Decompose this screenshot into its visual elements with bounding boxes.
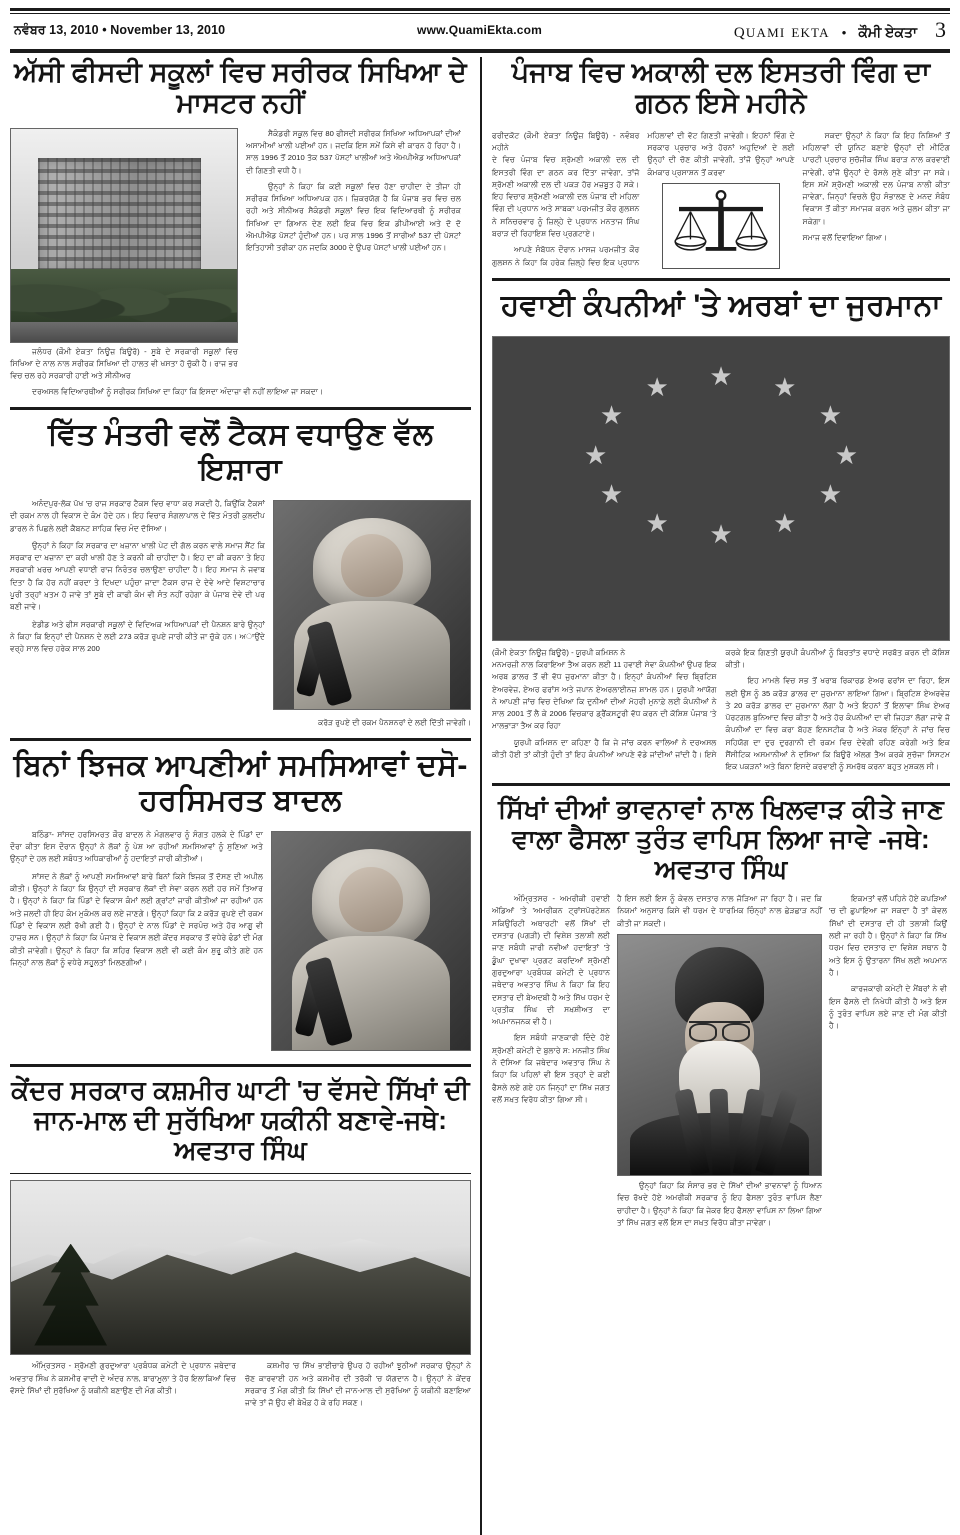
body-sikh-3: ਹੈ ਇਸ ਲਈ ਇਸ ਨੂੰ ਕੇਵਲ ਦਸਤਾਰ ਨਾਲ ਜੋੜਿਆ ਜਾ ਰਿਹਾ ਹੈ। ਜਦ ਕਿ ਨਿਯਮਾਂ ਅਨੁਸਾਰ ਕਿਸੇ ਵੀ ਧਰਮ ਦੇ ਧਾਰਮਿਕ ਚਿੰਨ੍ਹਾਂ ਨਾਲ ਛੇੜਛਾੜ ਨਹੀਂ ਕੀਤੀ ਜਾ ਸਕਦੀ। (617, 894, 822, 928)
body-harsimrat-2: ਸਾਂਸਦ ਨੇ ਲੋਕਾਂ ਨੂੰ ਆਪਣੀ ਸਮਸਿਆਵਾਂ ਬਾਰੇ ਬਿਨਾਂ ਕਿਸੇ ਝਿਜਕ ਤੋਂ ਦੱਸਣ ਦੀ ਅਪੀਲ ਕੀਤੀ। ਉਨ੍ਹਾਂ ਨੇ ਕਿਹਾ ਕਿ ਉਨ੍ਹਾਂ ਦੀ ਸਰਕਾਰ ਲੋਕਾਂ ਦੀ ਸੇਵਾ ਕਰਨ ਲਈ ਹਰ ਸਮੇਂ ਤਿਆਰ ਹੈ। ਉਨ੍ਹਾਂ ਨੇ ਕਿਹਾ ਕਿ ਪਿੰਡਾਂ ਦੇ ਵਿਕਾਸ ਕੰਮਾਂ ਲਈ ਗ੍ਰਾਂਟਾਂ ਜਾਰੀ ਕੀਤੀਆਂ ਜਾ ਰਹੀਆਂ ਹਨ ਅਤੇ ਜਲਦੀ ਹੀ ਇਹ ਕੰਮ ਮੁਕੰਮਲ ਕਰ ਲਏ ਜਾਣਗੇ। ਉਨ੍ਹਾਂ ਕਿਹਾ ਕਿ 2 ਕਰੋੜ ਰੁਪਏ ਦੀ ਰਕਮ ਪਿੰਡਾਂ ਦੇ ਵਿਕਾਸ ਲਈ ਰੱਖੀ ਗਈ ਹੈ। ਉਨ੍ਹਾਂ ਦੇ ਨਾਲ ਪਿੰਡਾਂ ਦੇ ਸਰਪੰਚ ਅਤੇ ਹੋਰ ਆਗੂ ਵੀ ਹਾਜ਼ਰ ਸਨ। ਉਨ੍ਹਾਂ ਨੇ ਕਿਹਾ ਕਿ ਪੰਜਾਬ ਦੇ ਵਿਕਾਸ ਲਈ ਕੇਂਦਰ ਸਰਕਾਰ ਤੋਂ ਵਧੇਰੇ ਫੰਡਾਂ ਦੀ ਮੰਗ ਕੀਤੀ ਜਾਵੇਗੀ। ਉਨ੍ਹਾਂ ਨੇ ਕਿਹਾ ਕਿ ਸ਼ਹਿਰ ਵਿਕਾਸ ਲਈ ਵੀ ਕਈ ਕੰਮ ਸ਼ੁਰੂ ਕੀਤੇ ਗਏ ਹਨ ਜਿਨ੍ਹਾਂ ਨਾਲ ਲੋਕਾਂ ਨੂੰ ਵਧੇਰੇ ਸਹੂਲਤਾਂ ਮਿਲਣਗੀਆਂ। (10, 871, 263, 967)
article-phys-edu (10, 57, 471, 398)
article-sikh-feelings (492, 794, 950, 1230)
article-akali-wing (492, 57, 950, 269)
headline-sikh-feelings: ਸਿੱਖਾਂ ਦੀਆਂ ਭਾਵਨਾਵਾਂ ਨਾਲ ਖਿਲਵਾੜ ਕੀਤੇ ਜਾਣ ਵਾਲਾ ਫੈਸਲਾ ਤੁਰੰਤ ਵਾਪਿਸ ਲਿਆ ਜਾਵੇ -ਜਥੇ: ਅਵਤਾਰ ਸਿੰਘ (498, 793, 944, 884)
flag-star: ★ (834, 439, 859, 470)
body-sikh-4: ਇਕਮਤਾਂ ਵਲੋਂ ਪਹਿਨੇ ਹੋਏ ਕਪੜਿਆਂ 'ਚ ਦੀ ਛੁਪਾਇਆ ਜਾ ਸਕਦਾ ਹੈ ਤਾਂ ਕੇਵਲ ਸਿੱਖਾਂ ਦੀ ਦਸਤਾਰ ਦੀ ਹੀ ਤਲਾਸ਼ੀ ਕਿਉਂ ਲਈ ਜਾ ਰਹੀ ਹੈ। ਉਨ੍ਹਾਂ ਨੇ ਕਿਹਾ ਕਿ ਸਿੱਖ ਧਰਮ ਵਿਚ ਦਸਤਾਰ ਦਾ ਵਿਸ਼ੇਸ਼ ਸਥਾਨ ਹੈ ਅਤੇ ਇਸ ਨੂੰ ਉਤਾਰਨਾ ਸਿੱਖ ਲਈ ਅਪਮਾਨ ਹੈ। (829, 894, 947, 977)
headline-akali-wing: ਪੰਜਾਬ ਵਿਚ ਅਕਾਲੀ ਦਲ ਇਸਤਰੀ ਵਿੰਗ ਦਾ ਗਠਨ ਇਸੇ ਮਹੀਨੇ (511, 57, 931, 119)
flag-star: ★ (818, 479, 843, 510)
flag-star: ★ (773, 508, 797, 539)
headline-finance-tax: ਵਿੱਤ ਮੰਤਰੀ ਵਲੋਂ ਟੈਕਸ ਵਧਾਉਣ ਵੱਲ ਇਸ਼ਾਰਾ (47, 418, 434, 487)
body-airline-2: ਯੂਰਪੀ ਕਮਿਸ਼ਨ ਦਾ ਕਹਿਣਾ ਹੈ ਕਿ ਜੇ ਜਾਂਚ ਕਰਨ ਵਾਲਿਆਂ ਨੇ ਦਰਅਸਲ ਕੀਤੀ ਹੋਈ ਤਾਂ ਕੀਤੀ ਹੁੰਦੀ ਤਾਂ ਇਹ ਕੰਪਨੀਆਂ ਆਪਣੇ ਵੱਡੇ ਜਾਂਦੀਆਂ ਜਾਂਦੀ ਹੈ। ਇਸੇ ਕਰਕੇ ਇਕ ਗਿਣਤੀ ਯੂਰਪੀ ਕੰਪਨੀਆਂ ਨੂੰ ਬਿਰਤਾਂਤ ਵਧਾਦੇ ਸਰਬੱਤ ਕਰਨ ਦੀ ਕੋਸ਼ਿਸ਼ ਕੀਤੀ। (492, 647, 950, 760)
flag-star: ★ (709, 518, 733, 549)
dateline-akali-wing: ਫਰੀਦਕੋਟ (ਕੌਮੀ ਏਕਤਾ ਨਿਊਜ਼ ਬਿਊਰੋ) - ਨਵੰਬਰ ਮਹੀਨੇ (492, 130, 640, 152)
harsimrat-badal-photo (271, 831, 471, 1051)
section-divider-1 (10, 407, 471, 410)
body-akali-1: ਦੇ ਵਿਚ ਪੰਜਾਬ ਵਿਚ ਸ਼੍ਰੋਮਣੀ ਅਕਾਲੀ ਦਲ ਦੀ ਇਸਤਰੀ ਵਿੰਗ ਦਾ ਗਠਨ ਕਰ ਦਿੱਤਾ ਜਾਵੇਗਾ, ਤਾਂਜੋ ਸ਼੍ਰੋਮਣੀ ਅਕਾਲੀ ਦਲ ਦੀ ਪਕੜ ਹੋਰ ਮਜ਼ਬੂਤ ਹੋ ਸਕੇ। ਇਹ ਵਿਚਾਰ ਸ਼੍ਰੋਮਣੀ ਅਕਾਲੀ ਦਲ ਪੰਜਾਬ ਦੀ ਮਹਿਲਾ ਵਿੰਗ ਦੀ ਪ੍ਰਧਾਨ ਅਤੇ ਸਾਬਕਾ ਪਰਮਜੀਤ ਕੌਰ ਗੁਲਸ਼ਨ ਨੇ ਸਨਿਚਰਵਾਰ ਨੂੰ ਜ਼ਿਲ੍ਹੇ ਦੇ ਪ੍ਰਧਾਨ ਮਨਤਾਜ ਸਿੰਘ ਬਰਾੜ ਦੀ ਰਿਹਾਇਸ਼ ਵਿਚ ਪ੍ਰਗਟਾਏ। (492, 155, 640, 238)
flag-star: ★ (599, 400, 624, 431)
body-harsimrat-1: ਬਠਿੰਡਾ- ਸਾਂਸਦ ਹਰਸਿਮਰਤ ਕੌਰ ਬਾਦਲ ਨੇ ਮੰਗਲਵਾਰ ਨੂੰ ਸੰਗਤ ਹਲਕੇ ਦੇ ਪਿੰਡਾਂ ਦਾ ਦੌਰਾ ਕੀਤਾ ਇਸ ਦੌਰਾਨ ਉਨ੍ਹਾਂ ਨੇ ਲੋਕਾਂ ਨੂੰ ਪੇਸ਼ ਆ ਰਹੀਆਂ ਸਮਸਿਆਵਾਂ ਨੂੰ ਸੁਣਿਆ ਅਤੇ ਉਨ੍ਹਾਂ ਦੇ ਹਲ ਲਈ ਸਬੰਧਤ ਅਧਿਕਾਰੀਆਂ ਨੂੰ ਹਦਾਇਤਾਂ ਜਾਰੀ ਕੀਤੀਆਂ। (10, 829, 263, 864)
headline-phys-edu: ਅੱਸੀ ਫੀਸਦੀ ਸਕੂਲਾਂ ਵਿਚ ਸਰੀਰਕ ਸਿਖਿਆ ਦੇ ਮਾਸਟਰ ਨਹੀਂ (14, 57, 467, 119)
article-kashmir-sikhs (10, 1075, 471, 1410)
headline-airline-fine: ਹਵਾਈ ਕੰਪਨੀਆਂ 'ਤੇ ਅਰਬਾਂ ਦਾ ਜੁਰਮਾਨਾ (500, 288, 942, 322)
body-airline-3: ਇਹ ਮਾਮਲੇ ਵਿਚ ਸਭ ਤੋਂ ਖਰਾਬ ਰਿਕਾਰਡ ਏਅਰ ਫਰਾਂਸ ਦਾ ਰਿਹਾ, ਇਸ ਲਈ ਉਸ ਨੂੰ 35 ਕਰੋੜ ਡਾਲਰ ਦਾ ਜੁਰਮਾਨਾ ਲਾਇਆ ਗਿਆ। ਬ੍ਰਿਟਿਸ਼ ਏਅਰਵੇਜ਼ ਤੇ 20 ਕਰੋੜ ਡਾਲਰ ਦਾ ਜੁਰਮਾਨਾ ਲੱਗਾ ਹੈ ਅਤੇ ਇਹਨਾਂ ਤੋਂ ਇਲਾਵਾ ਸਿੰਘ ਏਅਰ ਪੋਰਟਗਲ ਬੁਨਿਆਦ ਵਿਚ ਕੀਤਾ ਹੈ ਅਤੇ ਹੋਰ ਕੰਪਨੀਆਂ ਦਾ ਵੀ ਜਿਹੜਾ ਲੱਗਾ ਜਾਵੇ ਜੋ ਕੰਪਨੀਆਂ ਦਾ ਵਿਚ ਕਰਾ ਬੋਹਣ ਇਨਸਟੀਕ ਹੈ ਅਤੇ ਮੋਕਰ ਇੰਨ੍ਹਾਂ ਨੇ ਜਾਂਚ ਵਿਚ ਸਹਿਯੋਗ ਦਾ ਦੁਰ ਦੁਰਗਾਨੀ ਦੀ ਰਕਮ ਵਿਚ ਦੇਵੇਗੀ ਰਹਿਣ ਕਰੇਗੀ ਅਤੇ ਇਕ ਸੈਂਸੀਟਿਕ ਅਸਮਾਨੀਆਂ ਨੇ ਦਸਿਆ ਕਿ ਬਿਊਰੋ ਅੱਲਗ ਤੈਅ ਕਰਕੇ ਸੁਚੱਜਾ ਸਿਸਟਮ ਇਕ ਪਕੜਨਾਂ ਅਤੇ ਬਿਨਾ ਇਸਦੇ ਕਰਵਾਈ ਨੂੰ ਸਮਰੱਥ ਕਰਨਾ ਬਹੁਤ ਮੁਸ਼ਕਲ ਸੀ। (725, 676, 950, 772)
caption-phys-edu: ਜਲੰਧਰ (ਕੌਮੀ ਏਕਤਾ ਨਿਊਜ਼ ਬਿਊਰੋ) - ਸੂਬੇ ਦੇ ਸਰਕਾਰੀ ਸਕੂਲਾਂ ਵਿਚ ਸਿਖਿਆ ਦੇ ਨਾਲ ਨਾਲ ਸਰੀਰਕ ਸਿਖਿਆ ਦੀ ਹਾਲਤ ਵੀ ਖਸਤਾ ਹੋ ਚੁੱਕੀ ਹੈ। ਰਾਜ ਭਰ ਵਿਚ ਚਲ ਰਹੇ ਸਰਕਾਰੀ ਹਾਈ ਅਤੇ ਸੀਨੀਅਰ (10, 346, 238, 380)
body-airline-1: ਮਨਮਰਜ਼ੀ ਨਾਲ ਕਿਰਾਇਆ ਤੈਅ ਕਰਨ ਲਈ 11 ਹਵਾਈ ਸੇਵਾ ਕੰਪਨੀਆਂ ਉਪਰ ਇਕ ਅਰਬ ਡਾਲਰ ਤੋਂ ਵੀ ਵੱਧ ਜੁਰਮਾਨਾ ਕੀਤਾ ਹੈ। ਇਨ੍ਹਾਂ ਕੰਪਨੀਆਂ ਵਿਚ ਬ੍ਰਿਟਿਸ਼ ਏਅਰਵੇਜ਼, ਏਅਰ ਫਰਾਂਸ ਅਤੇ ਜਪਾਨ ਏਅਰਲਾਈਨਜ਼ ਸ਼ਾਮਲ ਹਨ। ਯੂਰਪੀ ਆਯੋਗ ਨੇ ਆਪਣੀ ਜਾਂਚ ਵਿਚ ਦੇਖਿਆ ਕਿ ਦੁਨੀਆਂ ਦੀਆਂ ਮੋਹਰੀ ਮੁਨਾਫ਼ੇ ਲਈ ਕੰਪਨੀਆਂ ਨੇ ਸਾਲ 2001 ਤੋਂ ਲੈ ਕੇ 2006 ਵਿਚਕਾਰ ਡ੍ਰੈਂਕਸਟੂਰੀ ਵੱਧ ਕਰਨ ਦੀ ਕੋਸ਼ਿਸ਼ ਪੰਜਾਬ 'ਤੇ ਮਾਲਭਾੜਾ ਤੈਅ ਕਰ ਰਿਹਾ (492, 659, 717, 731)
section-divider-5 (492, 783, 950, 786)
body-akali-3: ਸਕਦਾ ਉਨ੍ਹਾਂ ਨੇ ਕਿਹਾ ਕਿ ਇਹ ਨਿਸ਼ਿਆਂ ਤੋਂ ਮਹਿਲਾਵਾਂ ਦੀ ਯੂਨਿਟ ਬਣਾਏ ਉਨ੍ਹਾਂ ਦੀ ਮੀਟਿੰਗ ਪਾਰਟੀ ਪ੍ਰਚਾਰ ਸੁਚੱਜੀਕ ਸਿੰਘ ਬਰਾੜ ਨਾਲ ਕਰਵਾਈ ਜਾਵੇਗੀ, ਰਾਂਜੋ ਉਨ੍ਹਾਂ ਦੇ ਰੋਸਲੇ ਸੁਣੇ ਕੀਤਾ ਜਾ ਸਕੇ। ਇਸ ਸਮੇਂ ਸ਼੍ਰੋਮਣੀ ਅਕਾਲੀ ਦਲ ਪੰਜਾਬ ਨਾਲੀ ਕੀਤਾ ਜਾਵੇਗਾ, ਜਿਨ੍ਹਾਂ ਵਿਚਲੇ ਉਹ ਸੰਭਾਲਣ ਦੇ ਮਨਦ ਸੰਬੰਧ ਵਿਕਾਸ ਤੋਂ ਕੀਤਾ ਸਮਾਜਕ ਕਰਨ ਅਤੇ ਜ਼ੁਲਮ ਕੀਤਾ ਜਾ ਸਕੇਗਾ। (802, 130, 950, 226)
body-sikh-2: ਇਸ ਸਬੰਧੀ ਜਾਣਕਾਰੀ ਦਿੰਦੇ ਹੋਏ ਸ਼੍ਰੋਮਣੀ ਕਮੇਟੀ ਦੇ ਬੁਲਾਰੇ ਸ: ਮਨਜੀਤ ਸਿੰਘ ਨੇ ਦੱਸਿਆ ਕਿ ਜਥੇਦਾਰ ਅਵਤਾਰ ਸਿੰਘ ਨੇ ਕਿਹਾ ਕਿ ਪਹਿਲਾਂ ਵੀ ਇਸ ਤਰ੍ਹਾਂ ਦੇ ਕਈ ਫੈਸਲੇ ਲਏ ਗਏ ਹਨ ਜਿਨ੍ਹਾਂ ਦਾ ਸਿੱਖ ਜਗਤ ਵਲੋਂ ਸਖ਼ਤ ਵਿਰੋਧ ਕੀਤਾ ਗਿਆ ਸੀ। (492, 1033, 610, 1104)
section-divider-3 (10, 1064, 471, 1067)
flag-star: ★ (645, 371, 669, 402)
brand-name-english: quami ekta (733, 17, 830, 42)
body-phys-edu-2: ਉਨ੍ਹਾਂ ਨੇ ਕਿਹਾ ਕਿ ਕਈ ਸਕੂਲਾਂ ਵਿਚ ਹੋਣਾ ਚਾਹੀਦਾ ਦੇ ਤੀਜਾ ਹੀ ਸਰੀਰਕ ਸਿਖਿਆ ਅਧਿਆਪਕ ਹਨ। ਜ਼ਿਕਰਯੋਗ ਹੈ ਕਿ ਪੰਜਾਬ ਭਰ ਵਿਚ ਚਲ ਰਹੀ ਅਤੇ ਸੀਨੀਅਰ ਸੈਕੰਡਰੀ ਸਕੂਲਾਂ ਵਿਚ ਇਕ ਵਿਦਿਆਰਥੀ ਨੂੰ ਸਰੀਰਕ ਸਿਖਿਆ ਦਾ ਗਿਆਨ ਦੇਣ ਲਈ ਇਕ ਵਿਚ ਇਕ ਡੀਪੀਆਈ ਅਤੇ ਦੋ ਦੋ ਐਮਪੀਐਡ ਪੋਸਟਾਂ ਹੁੰਦੀਆਂ ਹਨ। ਪਰ ਸਾਲ 1996 ਤੋਂ ਸਾਰੀਆਂ 537 ਦੀ ਪੋਸਟਾਂ ਇਤਿਹਾਸੀ ਤਰੀਕਾ ਹਨ ਜਦਕਿ 3000 ਦੇ ਉਪਰ ਪੋਸਟਾਂ ਖਾਲੀ ਪਈਆਂ ਹਨ। (246, 181, 461, 253)
school-building-photo (10, 128, 238, 343)
masthead-rule-bottom (10, 50, 950, 53)
masthead (10, 0, 950, 53)
left-column (10, 57, 480, 1535)
body-sikh-1: ਅੰਮ੍ਰਿਤਸਰ - ਅਮਰੀਕੀ ਹਵਾਈ ਅੱਡਿਆਂ 'ਤੇ 'ਅਮਰੀਕਨ ਟ੍ਰਾਂਸਪੋਰਟੇਸ਼ਨ ਸਕਿਉਰਿਟੀ ਅਥਾਰਟੀ' ਵਲੋਂ ਸਿੱਖਾਂ ਦੀ ਦਸਤਾਰ (ਪਗੜੀ) ਦੀ ਵਿਸ਼ੇਸ਼ ਤਲਾਸ਼ੀ ਲਈ ਜਾਣ ਸਬੰਧੀ ਜਾਰੀ ਨਵੀਆਂ ਹਦਾਇਤਾਂ 'ਤੇ ਡੂੰਘਾ ਦੁਖਾਵਾ ਪ੍ਰਗਟ ਕਰਦਿਆਂ ਸ਼੍ਰੋਮਣੀ ਗੁਰਦੁਆਰਾ ਪ੍ਰਬੰਧਕ ਕਮੇਟੀ ਦੇ ਪ੍ਰਧਾਨ ਜਥੇਦਾਰ ਅਵਤਾਰ ਸਿੰਘ ਨੇ ਕਿਹਾ ਕਿ ਇਹ ਦਸਤਾਰ ਦੀ ਬੇਅਦਬੀ ਹੈ ਅਤੇ ਸਿੱਖ ਧਰਮ ਦੇ ਪ੍ਰਤੀਕ ਸਿੰਘ ਦੀ ਸਖ਼ਸ਼ੀਅਤ ਦਾ ਅਪਮਾਨਜਨਕ ਵੀ ਹੈ। (492, 894, 610, 1027)
kashmir-rule (10, 1173, 471, 1174)
body-phys-edu-3: ਦਰਅਸਲ ਵਿਦਿਆਰਥੀਆਂ ਨੂੰ ਸਰੀਰਕ ਸਿਖਿਆ ਦਾ ਕਿਹਾ ਕਿ ਇਸਦਾ ਅੰਦਾਜ਼ਾ ਵੀ ਨਹੀਂ ਲਾਇਆ ਜਾ ਸਕਦਾ। (32, 387, 324, 397)
article-airline-fine (492, 289, 950, 774)
body-sikh-5: ਉਨ੍ਹਾਂ ਕਿਹਾ ਕਿ ਸੰਸਾਰ ਭਰ ਦੇ ਸਿੱਖਾਂ ਦੀਆਂ ਭਾਵਨਾਵਾਂ ਨੂੰ ਧਿਆਨ ਵਿਚ ਰੱਖਦੇ ਹੋਏ ਅਮਰੀਕੀ ਸਰਕਾਰ ਨੂੰ ਇਹ ਫੈਸਲਾ ਤੁਰੰਤ ਵਾਪਿਸ ਲੈਣਾ ਚਾਹੀਦਾ ਹੈ। ਉਨ੍ਹਾਂ ਨੇ ਕਿਹਾ ਕਿ ਜੇਕਰ ਇਹ ਫੈਸਲਾ ਵਾਪਿਸ ਨਾ ਲਿਆ ਗਿਆ ਤਾਂ ਸਿੱਖ ਜਗਤ ਵਲੋਂ ਇਸ ਦਾ ਸਖ਼ਤ ਵਿਰੋਧ ਕੀਤਾ ਜਾਵੇਗਾ। (617, 1181, 822, 1227)
article-finance-tax (10, 418, 471, 729)
section-divider-4 (492, 278, 950, 281)
page-columns (10, 57, 950, 1535)
flag-star: ★ (583, 439, 608, 470)
woman-speaking-at-mic-photo (273, 500, 471, 710)
body-finance-3: ਏਡੀਡ ਅਤੇ ਫੀਸ ਸਰਕਾਰੀ ਸਕੂਲਾਂ ਦੇ ਵਿਦਿਅਕ ਅਧਿਆਪਕਾਂ ਦੀ ਪੈਨਸ਼ਨ ਬਾਰੇ ਉਨ੍ਹਾਂ ਨੇ ਕਿਹਾ ਕਿ ਇਨ੍ਹਾਂ ਦੀ ਪੈਨਸ਼ਨ ਦੇ ਲਈ 273 ਕਰੋੜ ਰੁਪਏ ਜਾਰੀ ਕੀਤੇ ਜਾ ਚੁੱਕੇ ਹਨ। ਅਾਉਂਦੇ ਵਰ੍ਹੇ ਸਾਲ ਵਿਚ ਹਰੇਕ ਸਾਲ 200 (10, 619, 265, 654)
brand-name-punjabi: ਕੌਮੀ ਏਕਤਾ (858, 24, 917, 40)
avtar-singh-press-conference-photo (617, 934, 822, 1176)
balance-scales-illustration (662, 183, 780, 269)
flag-star: ★ (818, 400, 843, 431)
headline-harsimrat: ਬਿਨਾਂ ਝਿਜਕ ਆਪਣੀਆਂ ਸਮਸਿਆਵਾਂ ਦਸੋ-ਹਰਸਿਮਰਤ ਬਾਦਲ (13, 749, 468, 818)
body-akali-2: ਆਪਣੇ ਸੰਬੋਧਨ ਦੌਰਾਨ ਮਾਸਜ ਪਰਮਜੀਤ ਕੌਰ ਗੁਲਸ਼ਨ ਨੇ ਕਿਹਾ ਕਿ ਹਰੇਕ ਜ਼ਿਲ੍ਹੇ ਵਿਚ ਇਕ ਪ੍ਰਧਾਨ ਮਹਿਲਾਵਾਂ ਦੀ ਵੋਟ ਗਿਣਤੀ ਜਾਵੇਗੀ। ਇਹਨਾਂ ਵਿੰਗ ਦੇ ਸਰਕਾਰ ਪ੍ਰਚਾਰ ਅਤੇ ਹੋਰਨਾਂ ਅਹੁਦਿਆਂ ਦੇ ਲਈ ਉਨ੍ਹਾਂ ਦੀ ਚੋਣ ਕੀਤੀ ਜਾਵੇਗੀ, ਤਾਂਜੋ ਉਨ੍ਹਾਂ ਆਪਣੇ ਕੰਮਕਾਰ ਪ੍ਰਸਾਸ਼ਨ ਤੋਂ ਕਰਵਾ (492, 130, 795, 267)
flag-star: ★ (599, 479, 624, 510)
dateline-airline: (ਕੌਮੀ ਏਕਤਾ ਨਿਊਜ਼ ਬਿਊਰੋ) - ਯੂਰਪੀ ਕਮਿਸ਼ਨ ਨੇ (492, 647, 626, 657)
masthead-rule-top (10, 8, 950, 11)
body-finance-2: ਉਨ੍ਹਾਂ ਨੇ ਕਿਹਾ ਕਿ ਸਰਕਾਰ ਦਾ ਖ਼ਜ਼ਾਨਾ ਖਾਲੀ ਪੇਟ ਦੀ ਗੱਲ ਕਰਨ ਵਾਲੇ ਸਮਾਜ ਸੈਂਟ ਕਿ ਸਰਕਾਰ ਦਾ ਖ਼ਜ਼ਾਨਾ ਦਾ ਕਰੀ ਖਾਲੀ ਹੋਣ ਤੇ ਕਰਨੀ ਕੀ ਚਾਹੀਦਾ ਹੈ। ਇਹ ਦਾ ਕੀ ਕਰਨਾ ਤੇ ਇਹ ਸਰਕਾਰੀ ਖ਼ਰਚ ਆਪਣੀ ਵਧਾਈ ਰਾਜ ਨਿਰੰਤਰ ਚਲਾਉਣਾ ਚਾਹੀਦਾ ਹੈ। ਇਹ ਸਮਾਜ ਨੇ ਜਵਾਬ ਦਿਤਾ ਹੈ ਕਿ ਹੋਰ ਨਹੀਂ ਕਰਦਾ ਤੇ ਦਿਖਦਾ ਪਹੁੰਚਾ ਜਾਦਾ ਟੈਕਸ ਰਾਜ ਦੇ ਦੇਵੇ ਆਦੇ ਵਿਸ਼ਟਾਚਾਰ ਪੂਰੀ ਤਰ੍ਹਾਂ ਖ਼ਤਮ ਹੋ ਜਾਵੇ ਤਾਂ ਸੂਬੇ ਦੀ ਕਾਫੀ ਕੰਮ ਵੀ ਸੰਤ ਨਹੀਂ ਰਹੇਗਾ ਕੇ ਪੰਜਾਬ ਦੇਵੇ ਦੀ ਪਰ ਬਣੀ ਜਾਵੇ। (10, 540, 265, 612)
flag-star: ★ (645, 508, 669, 539)
body-akali-4: ਸਮਾਜ ਵਲੋਂ ਦਿਵਾਇਆ ਗਿਆ। (802, 233, 888, 242)
body-phys-edu-1: ਸੈਕੰਡਰੀ ਸਕੂਲ ਵਿਚ 80 ਫੀਸਦੀ ਸਰੀਰਕ ਸਿਖਿਆ ਅਧਿਆਪਕਾਂ ਦੀਆਂ ਅਸਾਮੀਆਂ ਖਾਲੀ ਪਈਆਂ ਹਨ। ਜਦਕਿ ਇਸ ਸਮੇਂ ਕਿਸੇ ਵੀ ਕਾਰਨ ਹੋ ਰਿਹਾ ਹੈ। ਸਾਲ 1996 ਤੋਂ 2010 ਤੱਕ 537 ਪੋਸਟਾਂ ਖਾਲੀਆਂ ਅਤੇ ਐਮਪੀਐਡ ਅਧਿਆਪਕਾਂ ਦੀ ਗਿਣਤੀ ਵਧੀ ਹੈ। (246, 128, 461, 175)
right-column (480, 57, 950, 1535)
kashmir-valley-mountains-photo (10, 1180, 471, 1355)
article-harsimrat (10, 749, 471, 1055)
body-kashmir-1: ਅੰਮ੍ਰਿਤਸਰ - ਸ਼੍ਰੋਮਣੀ ਗੁਰਦੁਆਰਾ ਪ੍ਰਬੰਧਕ ਕਮੇਟੀ ਦੇ ਪ੍ਰਧਾਨ ਜਥੇਦਾਰ ਅਵਤਾਰ ਸਿੰਘ ਨੇ ਕਸ਼ਮੀਰ ਵਾਦੀ ਦੇ ਅੰਦਰ ਨਾਲ, ਬਾਰਾਮੂਲਾ ਤੇ ਹੋਰ ਇਲਾਕਿਆਂ ਵਿਚ ਵੱਸਦੇ ਸਿੱਖਾਂ ਦੀ ਸੁਰੱਖਿਆ ਨੂੰ ਯਕੀਨੀ ਬਣਾਉਣ ਦੀ ਮੰਗ ਕੀਤੀ। (10, 1361, 236, 1395)
body-finance-1: ਅਨੰਦਪੁਰ-ਲੋਕ ਪੱਖ 'ਚ ਰਾਜ ਸਰਕਾਰ ਟੈਕਸ ਵਿਚ ਵਾਧਾ ਕਰ ਸਕਦੀ ਹੈ, ਕਿਉਂਕਿ ਟੈਕਸਾਂ ਦੀ ਰਕਮ ਨਾਲ ਹੀ ਵਿਕਾਸ ਦੇ ਕੰਮ ਹੋਦੇ ਹਨ। ਇਹ ਵਿਚਾਰ ਸੰਗਲਾਪਾਲ ਦੇ ਵਿੱਤ ਮੰਤਰੀ ਕੁਲਦੀਪ ਡਾਰਲ ਨੇ ਪਿਛਲੇ ਲਈ ਕੈਬਨਟ ਸ਼ਾਹਿਕ ਵਿਚ ਮੰਦ ਦੱਸਿਆ। (10, 498, 265, 533)
body-sikh-6: ਕਾਰਜਕਾਰੀ ਕਮੇਟੀ ਦੇ ਮੈਂਬਰਾਂ ਨੇ ਵੀ ਇਸ ਫੈਸਲੇ ਦੀ ਨਿਖੇਧੀ ਕੀਤੀ ਹੈ ਅਤੇ ਇਸ ਨੂੰ ਤੁਰੰਤ ਵਾਪਿਸ ਲਏ ਜਾਣ ਦੀ ਮੰਗ ਕੀਤੀ ਹੈ। (829, 984, 947, 1031)
flag-star: ★ (773, 371, 797, 402)
body-kashmir-2: ਕਸ਼ਮੀਰ 'ਚ ਸਿੱਖ ਭਾਈਚਾਰੇ ਉਪਰ ਹੋ ਰਹੀਆਂ ਝੂਠੀਆਂ ਸਰਕਾਰ ਉਨ੍ਹਾਂ ਨੇ ਚੋਣ ਕਾਰਵਾਈ ਹਨ ਅਤੇ ਕਸ਼ਮੀਰ ਦੀ ਤਰੱਕੀ 'ਚ ਯੋਗਦਾਨ ਹੈ। ਉਨ੍ਹਾਂ ਨੇ ਕੇਂਦਰ ਸਰਕਾਰ ਤੋਂ ਮੰਗ ਕੀਤੀ ਕਿ ਸਿੱਖਾਂ ਦੀ ਜਾਨ-ਮਾਲ ਦੀ ਸੁਰੱਖਿਆ ਨੂੰ ਯਕੀਨੀ ਬਣਾਇਆ ਜਾਵੇ ਤਾਂ ਜੋ ਉਹ ਵੀ ਬੇਖ਼ੌਫ਼ ਹੋ ਕੇ ਰਹਿ ਸਕਣ। (245, 1361, 471, 1408)
flag-star: ★ (709, 361, 733, 392)
caption-finance-line: ਕਰੋੜ ਰੁਪਏ ਦੀ ਰਕਮ ਪੈਨਸ਼ਨਰਾਂ ਦੇ ਲਈ ਦਿੱਤੀ ਜਾਵੇਗੀ। (318, 717, 471, 727)
brand-separator-dot: • (841, 25, 847, 40)
section-divider-2 (10, 738, 471, 741)
website-url[interactable]: www.QuamiEkta.com (417, 23, 543, 37)
eu-flag-image (492, 336, 950, 641)
headline-kashmir-sikhs: ਕੇਂਦਰ ਸਰਕਾਰ ਕਸ਼ਮੀਰ ਘਾਟੀ 'ਚ ਵੱਸਦੇ ਸਿੱਖਾਂ ਦੀ ਜਾਨ-ਮਾਲ ਦੀ ਸੁਰੱਖਿਆ ਯਕੀਨੀ ਬਣਾਵੇ-ਜਥੇ: ਅਵਤਾਰ ਸਿੰਘ (11, 1074, 470, 1166)
page-number: 3 (935, 17, 946, 42)
issue-date: ਨਵੰਬਰ 13, 2010 • November 13, 2010 (14, 22, 226, 37)
